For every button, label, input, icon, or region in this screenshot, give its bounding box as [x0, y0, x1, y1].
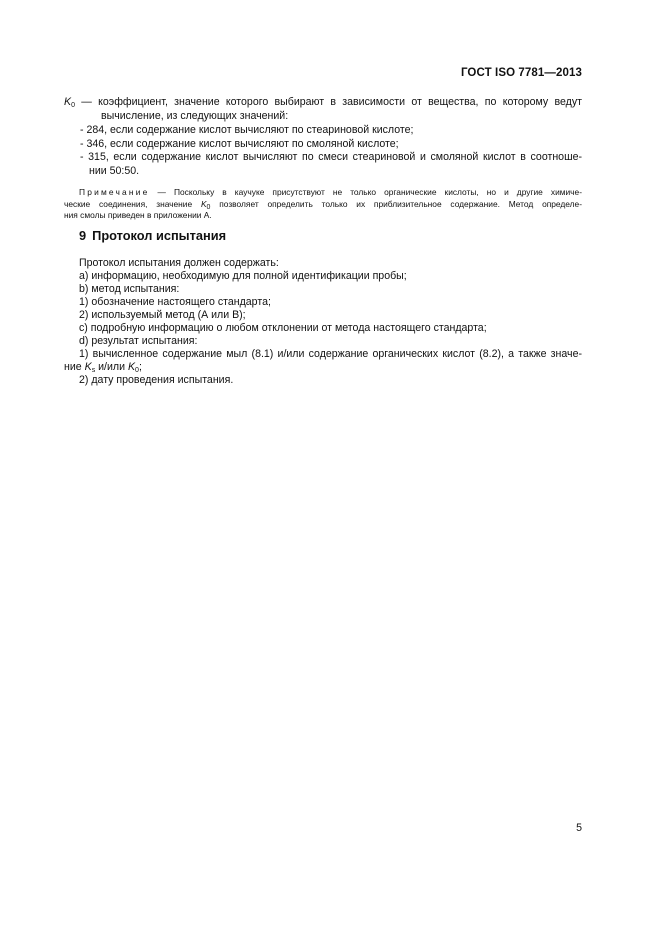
note-k0-subscript: 0 — [206, 204, 211, 211]
definition-line-2: вычисление, из следующих значений: — [101, 110, 289, 122]
definition-item: - 315, если содержание кислот вычисляют по смеси стеариновой и смоляной кислот в соотноше- — [80, 151, 582, 163]
document-code: ГОСТ ISO 7781—2013 — [460, 67, 582, 79]
note-k0-symbol: K — [200, 199, 207, 209]
section-number: 9 — [79, 228, 87, 243]
result-line-2 — [64, 361, 142, 374]
note-label: Примечание — [79, 187, 150, 197]
definition-text-1: — коэффициент, значение которого выбирают в зависимости от вещества, по которому ведут — [74, 96, 582, 108]
section-heading — [79, 228, 226, 243]
ks-symbol: K — [84, 361, 92, 373]
protocol-item: a) информацию, необходимую для полной идентификации пробы; — [79, 270, 407, 282]
note-line-2 — [64, 199, 582, 210]
section-intro: Протокол испытания должен содержать: — [79, 257, 279, 269]
note-text-2a: ческие соединения, значение — [64, 199, 201, 209]
result-text-end: ; — [138, 361, 142, 373]
note-text-1: — Поскольку в каучуке присутствуют не только органические кислоты, но и другие химиче- — [149, 187, 582, 197]
section-title: Протокол испытания — [92, 228, 227, 243]
protocol-item: b) метод испытания: — [79, 283, 180, 295]
note-line-3: ния смолы приведен в приложении А. — [64, 210, 212, 220]
page-number: 5 — [576, 822, 582, 834]
protocol-item: 2) дату проведения испытания. — [79, 374, 234, 386]
ks-subscript: s — [91, 367, 96, 374]
definition-line-1 — [64, 96, 582, 109]
result-text-a: ние — [64, 361, 85, 373]
protocol-item: 2) используемый метод (А или В); — [79, 309, 246, 321]
protocol-item: c) подробную информацию о любом отклонении от метода настоящего стандарта; — [79, 322, 487, 334]
definition-item: - 284, если содержание кислот вычисляют по стеариновой кислоте; — [80, 124, 414, 136]
k0-symbol: K — [64, 96, 72, 108]
result-line-1: 1) вычисленное содержание мыл (8.1) и/или содержание органических кислот (8.2), а также значе- — [79, 348, 582, 360]
note-line-1 — [79, 187, 582, 198]
definition-item-continuation: нии 50:50. — [89, 165, 140, 177]
k0-subscript: 0 — [71, 102, 75, 109]
definition-item: - 346, если содержание кислот вычисляют по смоляной кислоте; — [80, 138, 399, 150]
note-text-2b: позволяет определить только их приблизительное содержание. Метод определе- — [210, 199, 582, 209]
protocol-item: 1) обозначение настоящего стандарта; — [79, 296, 271, 308]
protocol-item: d) результат испытания: — [79, 335, 198, 347]
k0-result-subscript: 0 — [135, 367, 139, 374]
result-text-mid: и/или — [95, 361, 128, 373]
k0-result-symbol: K — [127, 361, 136, 373]
